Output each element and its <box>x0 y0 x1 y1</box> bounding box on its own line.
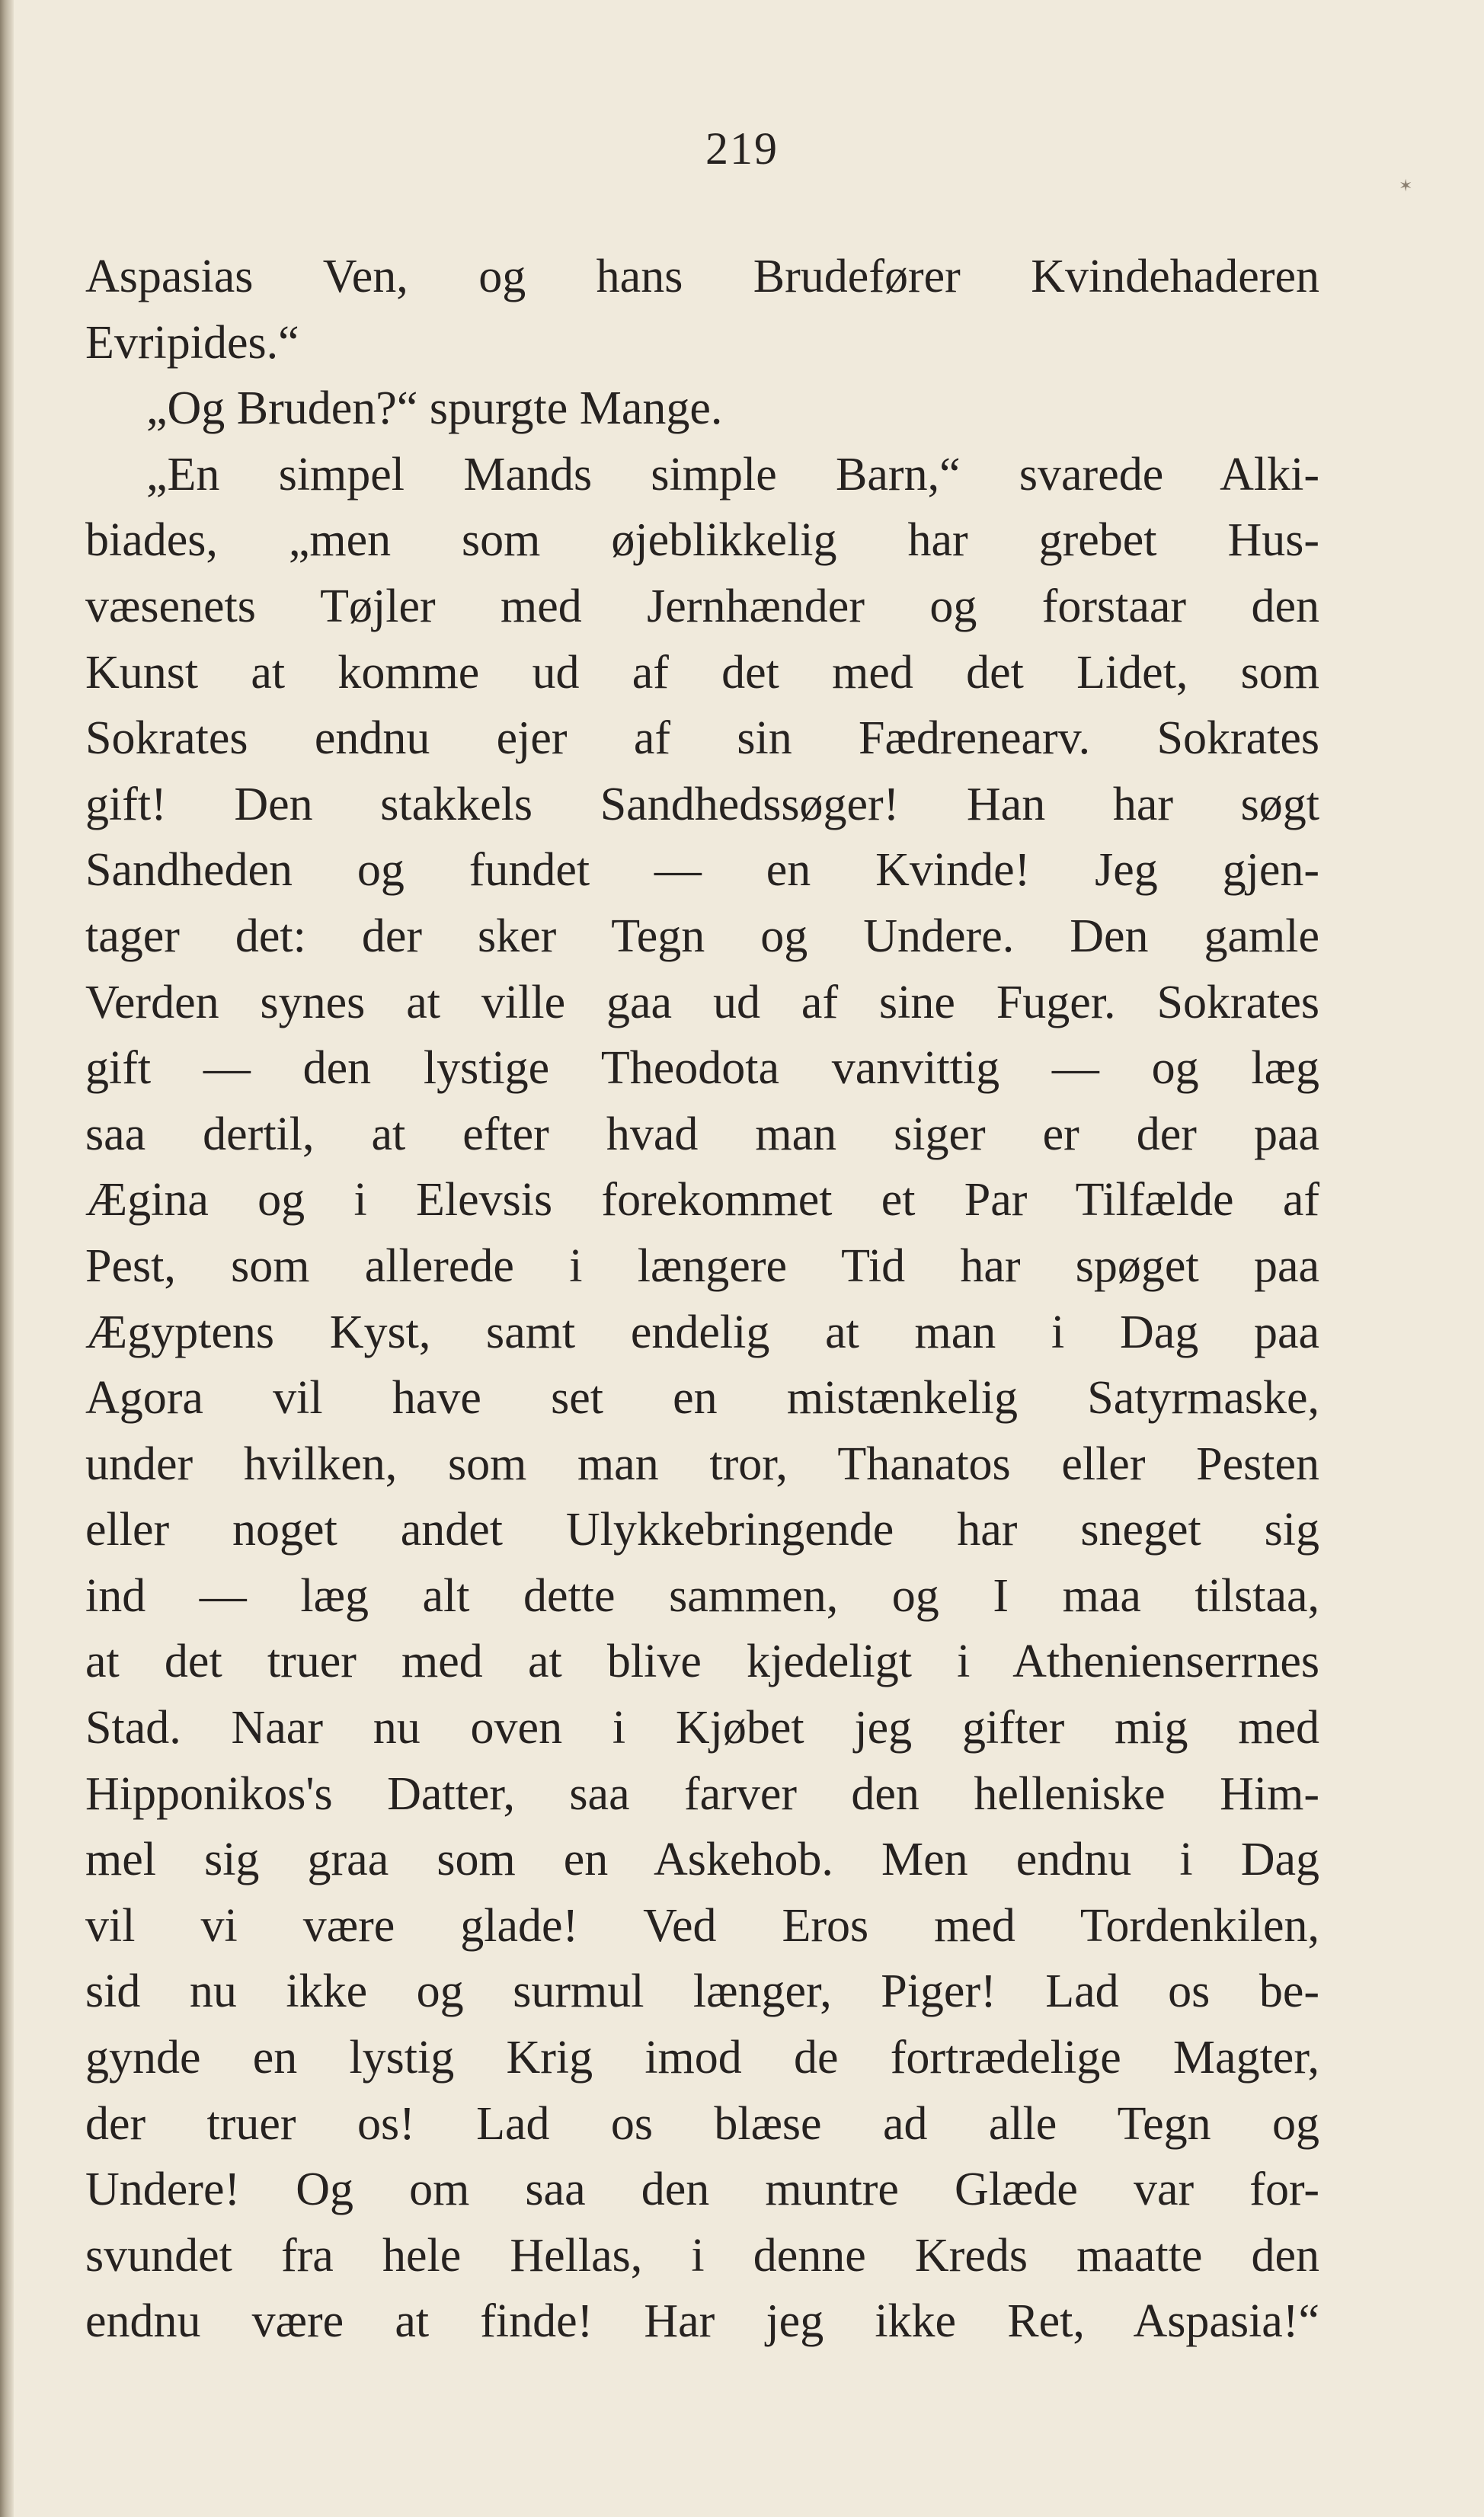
text-line: der truer os! Lad os blæse ad alle Tegn og <box>85 2097 1319 2150</box>
text-line: svundet fra hele Hellas, i denne Kreds maatte den <box>85 2229 1319 2282</box>
text-line: eller noget andet Ulykkebringende har sneget sig <box>85 1504 1319 1556</box>
text-line: ind — læg alt dette sammen, og I maa tilstaa, <box>85 1569 1319 1622</box>
text-line: gift — den lystige Theodota vanvittig — og læg <box>85 1042 1319 1095</box>
text-line: Aspasias Ven, og hans Brudefører Kvindehaderen <box>85 251 1319 302</box>
text-line: gift! Den stakkels Sandhedssøger! Han har søgt <box>85 778 1319 830</box>
text-line: Ægina og i Elevsis forekommet et Par Tilfælde af <box>85 1174 1319 1227</box>
text-line: „Og Bruden?“ spurgte Mange. <box>146 382 723 435</box>
text-line: væsenets Tøjler med Jernhænder og forstaar den <box>85 580 1319 632</box>
text-line: mel sig graa som en Askehob. Men endnu i Dag <box>85 1834 1319 1886</box>
text-line: at det truer med at blive kjedeligt i Athenienserrnes <box>85 1636 1319 1688</box>
text-line: vil vi være glade! Ved Eros med Tordenkilen, <box>85 1899 1319 1952</box>
text-line: tager det: der sker Tegn og Undere. Den gamle <box>85 910 1319 962</box>
text-line: „En simpel Mands simple Barn,“ svarede Alki- <box>146 448 1319 501</box>
page-binding-edge <box>0 0 14 2517</box>
text-line: saa dertil, at efter hvad man siger er der paa <box>85 1108 1319 1160</box>
text-line: Agora vil have set en mistænkelig Satyrmaske, <box>85 1372 1319 1425</box>
text-line: Ægyptens Kyst, samt endelig at man i Dag paa <box>85 1306 1319 1358</box>
text-line: Sokrates endnu ejer af sin Fædrenearv. Sokrates <box>85 712 1319 765</box>
text-line: sid nu ikke og surmul længer, Piger! Lad os be- <box>85 1965 1319 2018</box>
text-line: biades, „men som øjeblikkelig har grebet Hus- <box>85 514 1319 567</box>
text-line: Evripides.“ <box>85 316 299 369</box>
text-line: Kunst at komme ud af det med det Lidet, som <box>85 646 1319 699</box>
text-line: Sandheden og fundet — en Kvinde! Jeg gjen- <box>85 844 1319 897</box>
text-line: Hipponikos's Datter, saa farver den helleniske Him- <box>85 1767 1319 1820</box>
ink-speck: ✶ <box>1399 176 1413 195</box>
text-line: Verden synes at ville gaa ud af sine Fuger. Sokrates <box>85 976 1319 1028</box>
page-number: 219 <box>705 123 779 174</box>
body-text <box>85 244 1319 2355</box>
text-line: Undere! Og om saa den muntre Glæde var for- <box>85 2164 1319 2216</box>
text-line: gynde en lystig Krig imod de fortrædelige Magter, <box>85 2032 1319 2084</box>
text-line: under hvilken, som man tror, Thanatos eller Pesten <box>85 1438 1319 1490</box>
text-line: Pest, som allerede i længere Tid har spøget paa <box>85 1239 1319 1292</box>
text-line: endnu være at finde! Har jeg ikke Ret, Aspasia!“ <box>85 2295 1319 2348</box>
text-line: Stad. Naar nu oven i Kjøbet jeg gifter mig med <box>85 1702 1319 1754</box>
